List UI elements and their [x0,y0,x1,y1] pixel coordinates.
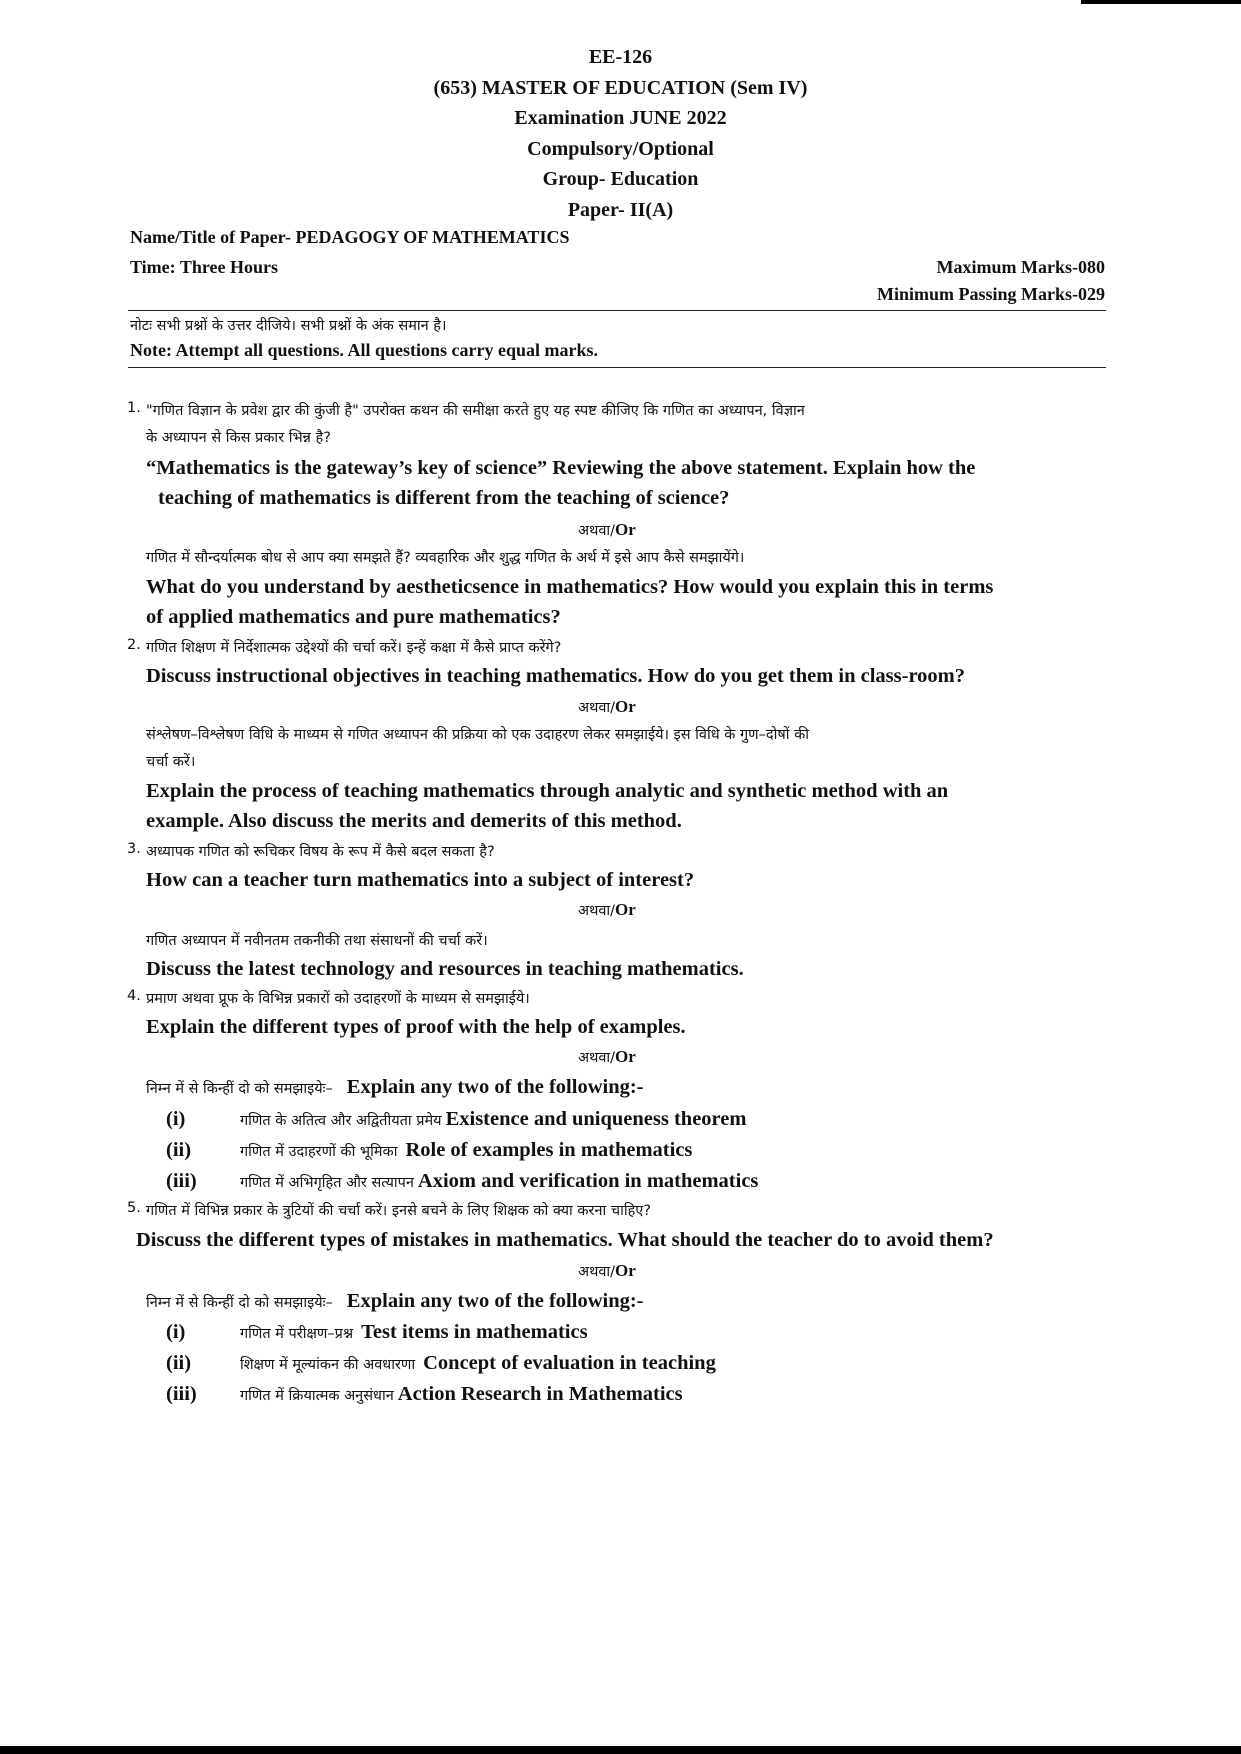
or-separator [578,900,636,920]
header-divider [128,310,1106,311]
or-separator [578,520,636,540]
question-english-line: “Mathematics is the gateway’s key of science” Reviewing the above statement. Explain how the [146,457,976,479]
choice-instruction [146,1076,644,1099]
sub-item-number: (i) [166,1321,186,1343]
or-english: Or [615,900,636,919]
sub-item-number: (ii) [166,1139,192,1161]
choice-instruction [146,1290,644,1313]
or-hindi: अथवा/ [578,1264,616,1280]
sub-item-english: Test items in mathematics [361,1321,588,1343]
question-hindi-line: गणित अध्यापन में नवीनतम तकनीकी तथा संसाधनों की चर्चा करें। [146,933,488,949]
or-english: Or [615,697,636,716]
or-separator [578,1261,636,1281]
sub-item-text [240,1352,716,1375]
program-name: (653) MASTER OF EDUCATION (Sem IV) [433,77,808,99]
choice-instruction-hindi: निम्न में से किन्हीं दो को समझाइयेः– [146,1295,333,1311]
sub-item-hindi: शिक्षण में मूल्यांकन की अवधारणा [240,1357,416,1373]
question-hindi-line: गणित शिक्षण में निर्देशात्मक उद्देश्यों की चर्चा करें। इन्हें कक्षा में कैसे प्राप्त करेंगे? [146,640,562,656]
sub-item-text [240,1321,588,1344]
question-number: 4. [127,988,141,1004]
question-hindi-line: गणित में सौन्दर्यात्मक बोध से आप क्या समझते हैं? व्यवहारिक और शुद्ध गणित के अर्थ में इसे आप कैसे समझायेंगे। [146,550,745,566]
question-english-line: How can a teacher turn mathematics into a subject of interest? [146,869,695,891]
question-number: 1. [127,400,141,416]
question-english-line: Discuss the latest technology and resources in teaching mathematics. [146,958,744,980]
choice-instruction-english: Explain any two of the following:- [346,1076,644,1098]
question-english-line: Explain the different types of proof with the help of examples. [146,1016,686,1038]
paper-code: EE-126 [588,46,653,68]
sub-item-number: (iii) [166,1383,197,1405]
or-english: Or [615,1047,636,1066]
note-divider [128,367,1106,368]
question-number: 2. [127,637,141,653]
sub-item-text [240,1170,758,1193]
or-english: Or [615,520,636,539]
or-hindi: अथवा/ [578,903,616,919]
question-number: 5. [127,1200,141,1216]
scan-bottom-edge [0,1746,1241,1754]
sub-item-text [240,1139,692,1162]
or-english: Or [615,1261,636,1280]
question-english-line: What do you understand by aestheticsence in mathematics? How would you explain this in terms [146,576,994,598]
paper-type: Compulsory/Optional [527,138,714,160]
sub-item-number: (ii) [166,1352,192,1374]
note-english: Note: Attempt all questions. All questions carry equal marks. [130,340,598,360]
sub-item-number: (i) [166,1108,186,1130]
question-english-line: example. Also discuss the merits and demerits of this method. [146,810,682,832]
min-passing-marks: Minimum Passing Marks-029 [876,284,1105,304]
scan-edge-mark [1081,0,1241,4]
question-english-line: Discuss instructional objectives in teaching mathematics. How do you get them in class-room? [146,665,966,687]
or-separator [578,697,636,717]
or-hindi: अथवा/ [578,523,616,539]
question-english-line: Discuss the different types of mistakes in mathematics. What should the teacher do to avoid them? [136,1229,994,1251]
sub-item-text [240,1108,746,1131]
sub-item-english: Axiom and verification in mathematics [417,1170,759,1192]
sub-item-english: Existence and uniqueness theorem [445,1108,747,1130]
sub-item-text [240,1383,683,1406]
question-hindi-line: के अध्यापन से किस प्रकार भिन्न है? [146,430,331,446]
sub-item-english: Concept of evaluation in teaching [423,1352,716,1374]
exam-session: Examination JUNE 2022 [514,107,727,129]
or-hindi: अथवा/ [578,700,616,716]
sub-item-english: Action Research in Mathematics [397,1383,683,1405]
question-english-line: teaching of mathematics is different from the teaching of science? [158,487,730,509]
question-hindi-line: अध्यापक गणित को रूचिकर विषय के रूप में कैसे बदल सकता है? [146,844,495,860]
paper-number: Paper- II(A) [567,199,674,221]
question-number: 3. [127,841,141,857]
sub-item-number: (iii) [166,1170,197,1192]
question-hindi-line: गणित में विभिन्न प्रकार के त्रुटियों की चर्चा करें। इनसे बचने के लिए शिक्षक को क्या करना चाहिए? [146,1203,651,1219]
sub-item-hindi: गणित के अतित्व और अद्वितीयता प्रमेय [240,1113,442,1129]
sub-item-hindi: गणित में उदाहरणों की भूमिका [240,1144,398,1160]
max-marks: Maximum Marks-080 [936,257,1105,277]
question-hindi-line: संश्लेषण–विश्लेषण विधि के माध्यम से गणित अध्यापन की प्रक्रिया को एक उदाहरण लेकर समझाईये। इस विधि के गुण–दोषों की [146,727,810,743]
paper-title: Name/Title of Paper- PEDAGOGY OF MATHEMATICS [130,227,570,247]
question-english-line: Explain the process of teaching mathematics through analytic and synthetic method with an [146,780,949,802]
question-english-line: of applied mathematics and pure mathematics? [146,606,561,628]
sub-item-hindi: गणित में क्रियात्मक अनुसंधान [240,1388,394,1404]
note-hindi: नोटः सभी प्रश्नों के उत्तर दीजिये। सभी प्रश्नों के अंक समान है। [130,318,447,334]
sub-item-hindi: गणित में परीक्षण–प्रश्न [240,1326,354,1342]
question-hindi-line: प्रमाण अथवा प्रूफ के विभिन्न प्रकारों को उदाहरणों के माध्यम से समझाईये। [146,991,530,1007]
question-hindi-line: "गणित विज्ञान के प्रवेश द्वार की कुंजी है" उपरोक्त कथन की समीक्षा करते हुए यह स्पष्ट कीजिए कि गणित का अध्यापन, विज्ञान [146,403,805,419]
choice-instruction-english: Explain any two of the following:- [346,1290,644,1312]
or-separator [578,1047,636,1067]
or-hindi: अथवा/ [578,1050,616,1066]
sub-item-hindi: गणित में अभिगृहित और सत्यापन [240,1175,414,1191]
choice-instruction-hindi: निम्न में से किन्हीं दो को समझाइयेः– [146,1081,333,1097]
question-hindi-line: चर्चा करें। [146,754,196,770]
exam-duration: Time: Three Hours [130,257,278,277]
paper-group: Group- Education [542,168,699,190]
sub-item-english: Role of examples in mathematics [405,1139,693,1161]
